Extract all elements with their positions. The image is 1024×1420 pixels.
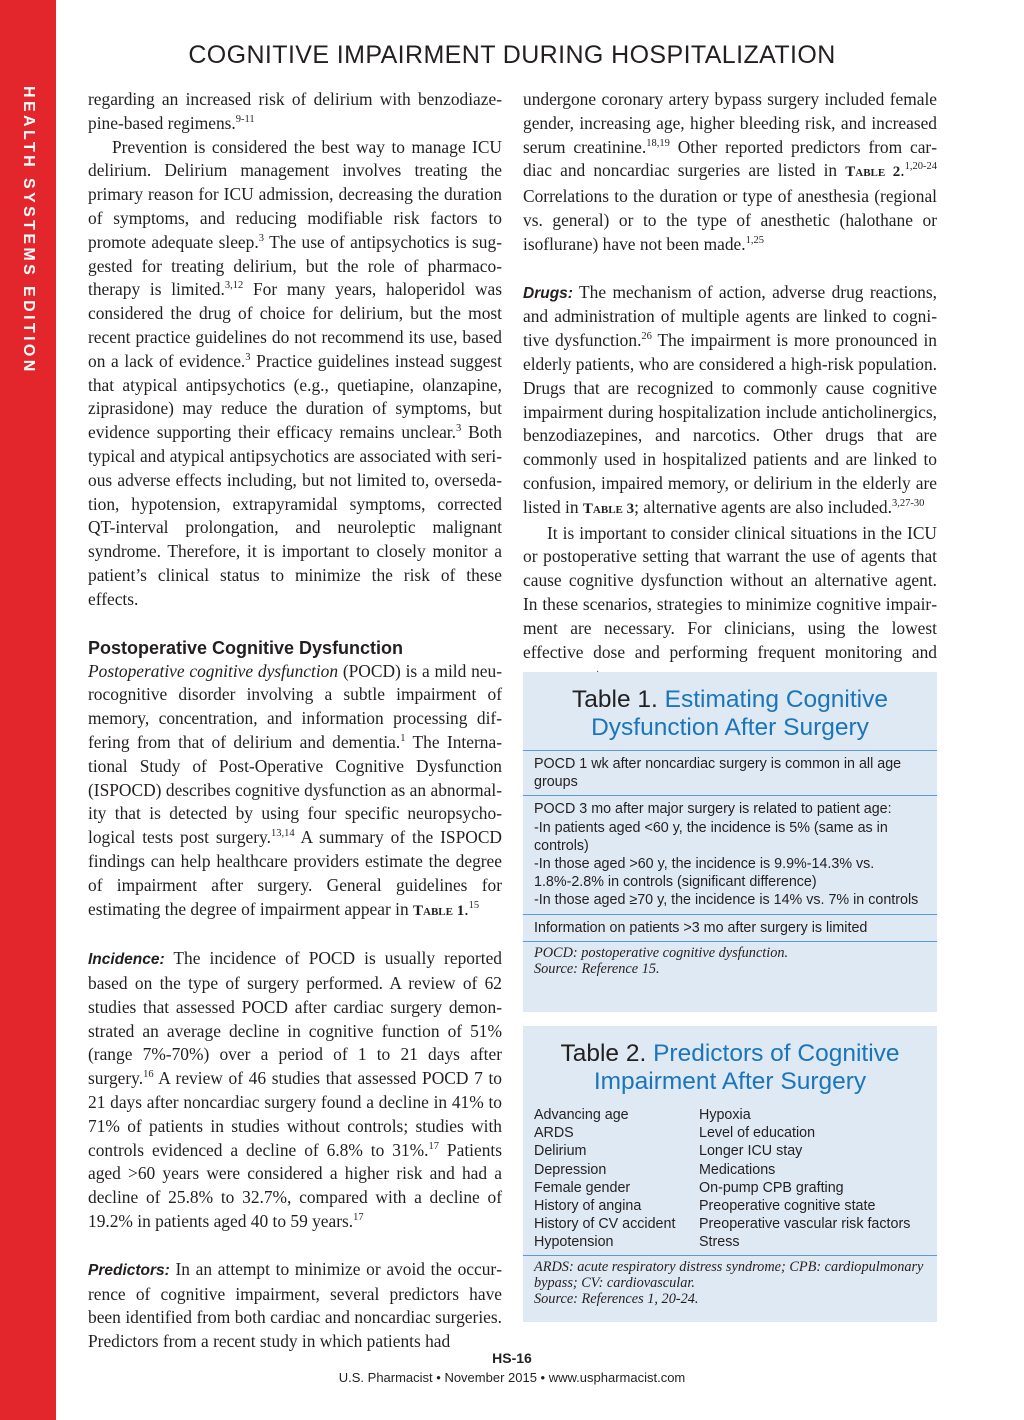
page-number: HS-16 [492, 1350, 532, 1366]
list-item: Stress [699, 1234, 740, 1251]
table-1 [523, 672, 937, 1012]
runin-heading: Predictors: [88, 1261, 170, 1279]
table-footnote: ARDS: acute respiratory distress syndrome; CPB: cardiopulmonary bypass; CV: cardiovascular. Source: References 1, 20-24. [534, 1258, 924, 1307]
list-item: History of CV accident [534, 1216, 676, 1233]
list-item: Medications [699, 1161, 776, 1178]
paragraph: Incidence: The incidence of POCD is usually reported based on the type of surgery performed. A review of 62 studies that assessed POCD after cardiac surgery demonstrated an average decline in cognitive function of 51% (range 7%-70%) over a period of 1 to 21 days after surgery.$^{16}$ A review of 46 studies that assessed POCD 7 to 21 days after noncardiac surgery found a decline in 41% to 71% of patients in studies without controls; studies with controls evidenced a decline of 6.8% to 31%.$^{17}$ Patients aged >60 years were considered a higher risk and had a decline of 25.8% to 32.7%, compared with a decline of 19.2% in patients aged 40 to 59 years.$^{17}$ [88, 948, 502, 1232]
list-item: Longer ICU stay [699, 1143, 803, 1160]
list-item: Hypotension [534, 1234, 614, 1251]
list-item: ARDS [534, 1125, 574, 1142]
table-reference: Table 3 [582, 500, 635, 517]
table-row: POCD 1 wk after noncardiac surgery is common in all age groups [523, 751, 937, 796]
paragraph: Prevention is considered the best way to manage ICU delirium. Delirium management involves treating the primary reason for ICU admission, decreasing the duration of symptoms, and reducing modifiable risk factors to promote adequate sleep.$^3$ The use of antipsychotics is suggested for treating delirium, but the role of pharmacotherapy is limited.$^{3,12}$ For many years, haloperidol was considered the drug of choice for delirium, but the most recent practice guidelines do not recommend its use, based on a lack of evidence.$^3$ Practice guidelines instead suggest that atypical antipsychotics (e.g., quetiapine, olanzapine, ziprasidone) may reduce the duration of symptoms, but evidence supporting their efficacy remains unclear.$^3$ Both typical and atypical antipsychotics are associated with serious adverse effects including, but not limited to, oversedation, hypotension, extrapyramidal symptoms, corrected QT-interval prolongation, and neuroleptic malignant syndrome. Therefore, it is important to closely monitor a patient’s clinical status to minimize the risk of these effects. [88, 136, 503, 609]
running-head: COGNITIVE IMPAIRMENT DURING HOSPITALIZATION [188, 41, 836, 69]
right-column [523, 88, 937, 688]
table-footnote: POCD: postoperative cognitive dysfunction. Source: Reference 15. [534, 944, 789, 977]
paragraph: Postoperative cognitive dysfunction (POCD) is a mild neurocognitive disorder involving a subtle impairment of memory, concentration, and information processing differing from that of delirium and dementia.$^1$ The International Study of Post-Operative Cognitive Dysfunction (ISPOCD) describes cognitive dysfunction as an abnormality that is detected by using four specific neuropsychological tests post surgery.$^{13,14}$ A summary of the ISPOCD findings can help healthcare providers estimate the degree of impairment after surgery. General guidelines for estimating the degree of impairment appear in Table 1.15 [88, 660, 503, 919]
list-item: Level of education [699, 1125, 816, 1142]
paragraph: undergone coronary artery bypass surgery included female gender, increasing age, higher bleeding risk, and increased serum creatinine.$^{18,19}$ Other reported predictors from cardiac and noncardiac surgeries are listed in Table 2.$^{1,20-24}$ Correlations to the duration or type of anesthesia (regional vs. general) or to the type of anesthetic (halothane or isoflurane) have not been made.$^{1,25}$ [523, 89, 938, 254]
publication-info: U.S. Pharmacist • November 2015 • www.uspharmacist.com [338, 1370, 686, 1385]
left-column [88, 88, 502, 1354]
runin-heading: Drugs: [523, 284, 573, 302]
list-item: Delirium [534, 1143, 587, 1160]
edition-label: HEALTH SYSTEMS EDITION [20, 86, 37, 375]
predictor-grid [523, 1104, 937, 1256]
table-row: POCD 3 mo after major surgery is related to patient age: -In patients aged <60 y, the incidence is 5% (same as in controls) -In those aged >60 y, the incidence is 9.9%-14.3% vs. 1.8%-2.8% in controls (significant difference) -In those aged ≥70 y, the incidence is 14% vs. 7% in controls [523, 796, 937, 914]
paragraph: Predictors: In an attempt to minimize or avoid the occurrence of cognitive impairment, several predictors have been identified from both cardiac and noncardiac surgeries. Predictors from a recent study in which patients had [88, 1258, 502, 1352]
list-item: Preoperative cognitive state [699, 1198, 876, 1215]
table-reference: Table 2 [845, 164, 901, 181]
section-heading: Postoperative Cognitive Dysfunction [88, 637, 404, 658]
paragraph: It is important to consider clinical situations in the ICU or postoperative setting that warrant the use of agents that cause cognitive dysfunction without an alternative agent. In these scenarios, strategies to minimize cognitive impairment are necessary. For clinicians, using the lowest effective dose and performing frequent monitoring and [523, 522, 937, 662]
list-item: On-pump CPB grafting [699, 1179, 844, 1196]
table-2 [523, 1026, 937, 1322]
runin-heading: Incidence: [88, 951, 165, 969]
table-title: Table 1. Estimating Cognitive Dysfunction After Surgery [572, 686, 888, 741]
sidebar-band [0, 0, 56, 1420]
list-item: Hypoxia [699, 1107, 751, 1123]
table-body [523, 750, 937, 942]
list-item: Preoperative vascular risk factors [699, 1216, 911, 1233]
table-title: Table 2. Predictors of Cognitive Impairment After Surgery [560, 1040, 900, 1095]
paragraph: Drugs: The mechanism of action, adverse drug reactions, and administration of multiple agents are linked to cognitive dysfunction.$^{26}$ The impairment is more pronounced in elderly patients, who are considered a high-risk population. Drugs that are recognized to commonly cause cognitive impairment during hospitalization include anticholinergics, benzodiazepines, and narcotics. Other drugs that are commonly used in hospitalized patients and are linked to confusion, impaired memory, or delirium in the elderly are listed in Table 3; alternative agents are also included.$^{3,27-30}$ [523, 281, 938, 517]
table-row: Information on patients >3 mo after surgery is limited [523, 915, 937, 942]
list-item: Depression [534, 1161, 607, 1178]
list-item: Female gender [534, 1179, 631, 1196]
list-item: Advancing age [534, 1107, 629, 1123]
paragraph: regarding an increased risk of delirium with benzodiazepine-based regimens.$^{9-11}$ [88, 89, 502, 133]
table-reference: Table 1 [413, 902, 465, 919]
list-item: History of angina [534, 1198, 642, 1215]
